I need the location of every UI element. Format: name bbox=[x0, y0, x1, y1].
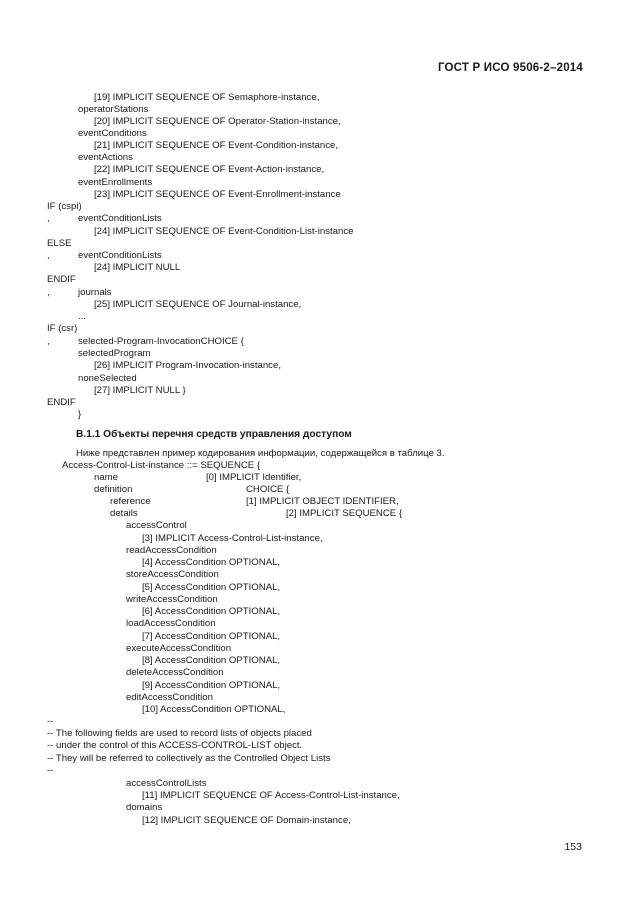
text-line: executeAccessCondition bbox=[126, 643, 232, 654]
text-line: } bbox=[78, 409, 82, 420]
text-line: , bbox=[47, 250, 50, 261]
text-line: [9] AccessCondition OPTIONAL, bbox=[142, 680, 281, 691]
text-line: [19] IMPLICIT SEQUENCE OF Semaphore-instance, bbox=[94, 92, 320, 103]
text-line: [20] IMPLICIT SEQUENCE OF Operator-Station-instance, bbox=[94, 116, 341, 127]
text-line: [24] IMPLICIT NULL bbox=[94, 262, 181, 273]
text-line: reference bbox=[110, 496, 151, 507]
text-line: -- The following fields are used to record lists of objects placed bbox=[47, 728, 312, 739]
document-header: ГОСТ Р ИСО 9506-2–2014 bbox=[437, 62, 583, 74]
text-line: name bbox=[94, 472, 118, 483]
text-line: selected-Program-InvocationCHOICE { bbox=[78, 336, 244, 347]
text-line: [26] IMPLICIT Program-Invocation-instance, bbox=[94, 360, 281, 371]
text-line: eventConditionLists bbox=[78, 213, 162, 224]
text-line: accessControlLists bbox=[126, 778, 207, 789]
text-line: eventConditionLists bbox=[78, 250, 162, 261]
text-line: Ниже представлен пример кодирования информации, содержащейся в таблице 3. bbox=[76, 448, 445, 459]
text-line: details bbox=[110, 508, 138, 519]
text-line: storeAccessCondition bbox=[126, 569, 219, 580]
text-line: accessControl bbox=[126, 520, 187, 531]
text-line: eventEnrollments bbox=[78, 177, 153, 188]
text-line: [11] IMPLICIT SEQUENCE OF Access-Control-List-instance, bbox=[142, 790, 400, 801]
text-line: [8] AccessCondition OPTIONAL, bbox=[142, 655, 281, 666]
text-line: loadAccessCondition bbox=[126, 618, 216, 629]
text-line: editAccessCondition bbox=[126, 692, 213, 703]
text-line: IF (cspi) bbox=[47, 201, 82, 212]
text-line: -- bbox=[47, 765, 54, 776]
text-line: eventActions bbox=[78, 152, 133, 163]
text-line: [1] IMPLICIT OBJECT IDENTIFIER, bbox=[246, 496, 399, 507]
text-line: operatorStations bbox=[78, 104, 149, 115]
text-line: [27] IMPLICIT NULL } bbox=[94, 385, 186, 396]
text-line: ENDIF bbox=[47, 274, 76, 285]
text-line: [23] IMPLICIT SEQUENCE OF Event-Enrollment-instance bbox=[94, 189, 341, 200]
text-line: , bbox=[47, 213, 50, 224]
text-line: [2] IMPLICIT SEQUENCE { bbox=[286, 508, 403, 519]
text-line: deleteAccessCondition bbox=[126, 667, 224, 678]
text-line: [25] IMPLICIT SEQUENCE OF Journal-instance, bbox=[94, 299, 302, 310]
text-line: ELSE bbox=[47, 238, 72, 249]
text-line: readAccessCondition bbox=[126, 545, 217, 556]
text-line: [12] IMPLICIT SEQUENCE OF Domain-instance, bbox=[142, 815, 351, 826]
text-line: ENDIF bbox=[47, 397, 76, 408]
text-line: [24] IMPLICIT SEQUENCE OF Event-Condition-List-instance bbox=[94, 226, 354, 237]
text-line: eventConditions bbox=[78, 128, 147, 139]
text-line: IF (csr) bbox=[47, 323, 78, 334]
text-line: [22] IMPLICIT SEQUENCE OF Event-Action-instance, bbox=[94, 164, 325, 175]
text-line: -- They will be referred to collectively as the Controlled Object Lists bbox=[47, 753, 331, 764]
text-line: [5] AccessCondition OPTIONAL, bbox=[142, 582, 281, 593]
text-line: noneSelected bbox=[78, 373, 137, 384]
text-line: definition bbox=[94, 484, 133, 495]
section-heading: В.1.1 Объекты перечня средств управления доступом bbox=[76, 429, 352, 440]
text-line: ... bbox=[78, 311, 86, 322]
text-line: -- under the control of this ACCESS-CONTROL-LIST object. bbox=[47, 740, 303, 751]
text-line: writeAccessCondition bbox=[126, 594, 218, 605]
text-line: CHOICE { bbox=[246, 484, 290, 495]
text-line: [21] IMPLICIT SEQUENCE OF Event-Condition-instance, bbox=[94, 140, 339, 151]
page-number: 153 bbox=[564, 841, 582, 853]
text-line: [4] AccessCondition OPTIONAL, bbox=[142, 557, 281, 568]
text-line: [7] AccessCondition OPTIONAL, bbox=[142, 631, 281, 642]
text-line: [3] IMPLICIT Access-Control-List-instance, bbox=[142, 533, 323, 544]
text-line: [6] AccessCondition OPTIONAL, bbox=[142, 606, 281, 617]
text-line: -- bbox=[47, 716, 54, 727]
text-line: journals bbox=[78, 287, 112, 298]
text-line: , bbox=[47, 336, 50, 347]
text-line: Access-Control-List-instance ::= SEQUENCE { bbox=[62, 460, 261, 471]
text-line: [0] IMPLICIT Identifier, bbox=[206, 472, 302, 483]
text-line: selectedProgram bbox=[78, 348, 151, 359]
text-line: , bbox=[47, 287, 50, 298]
text-line: domains bbox=[126, 802, 163, 813]
text-line: [10] AccessCondition OPTIONAL, bbox=[142, 704, 286, 715]
